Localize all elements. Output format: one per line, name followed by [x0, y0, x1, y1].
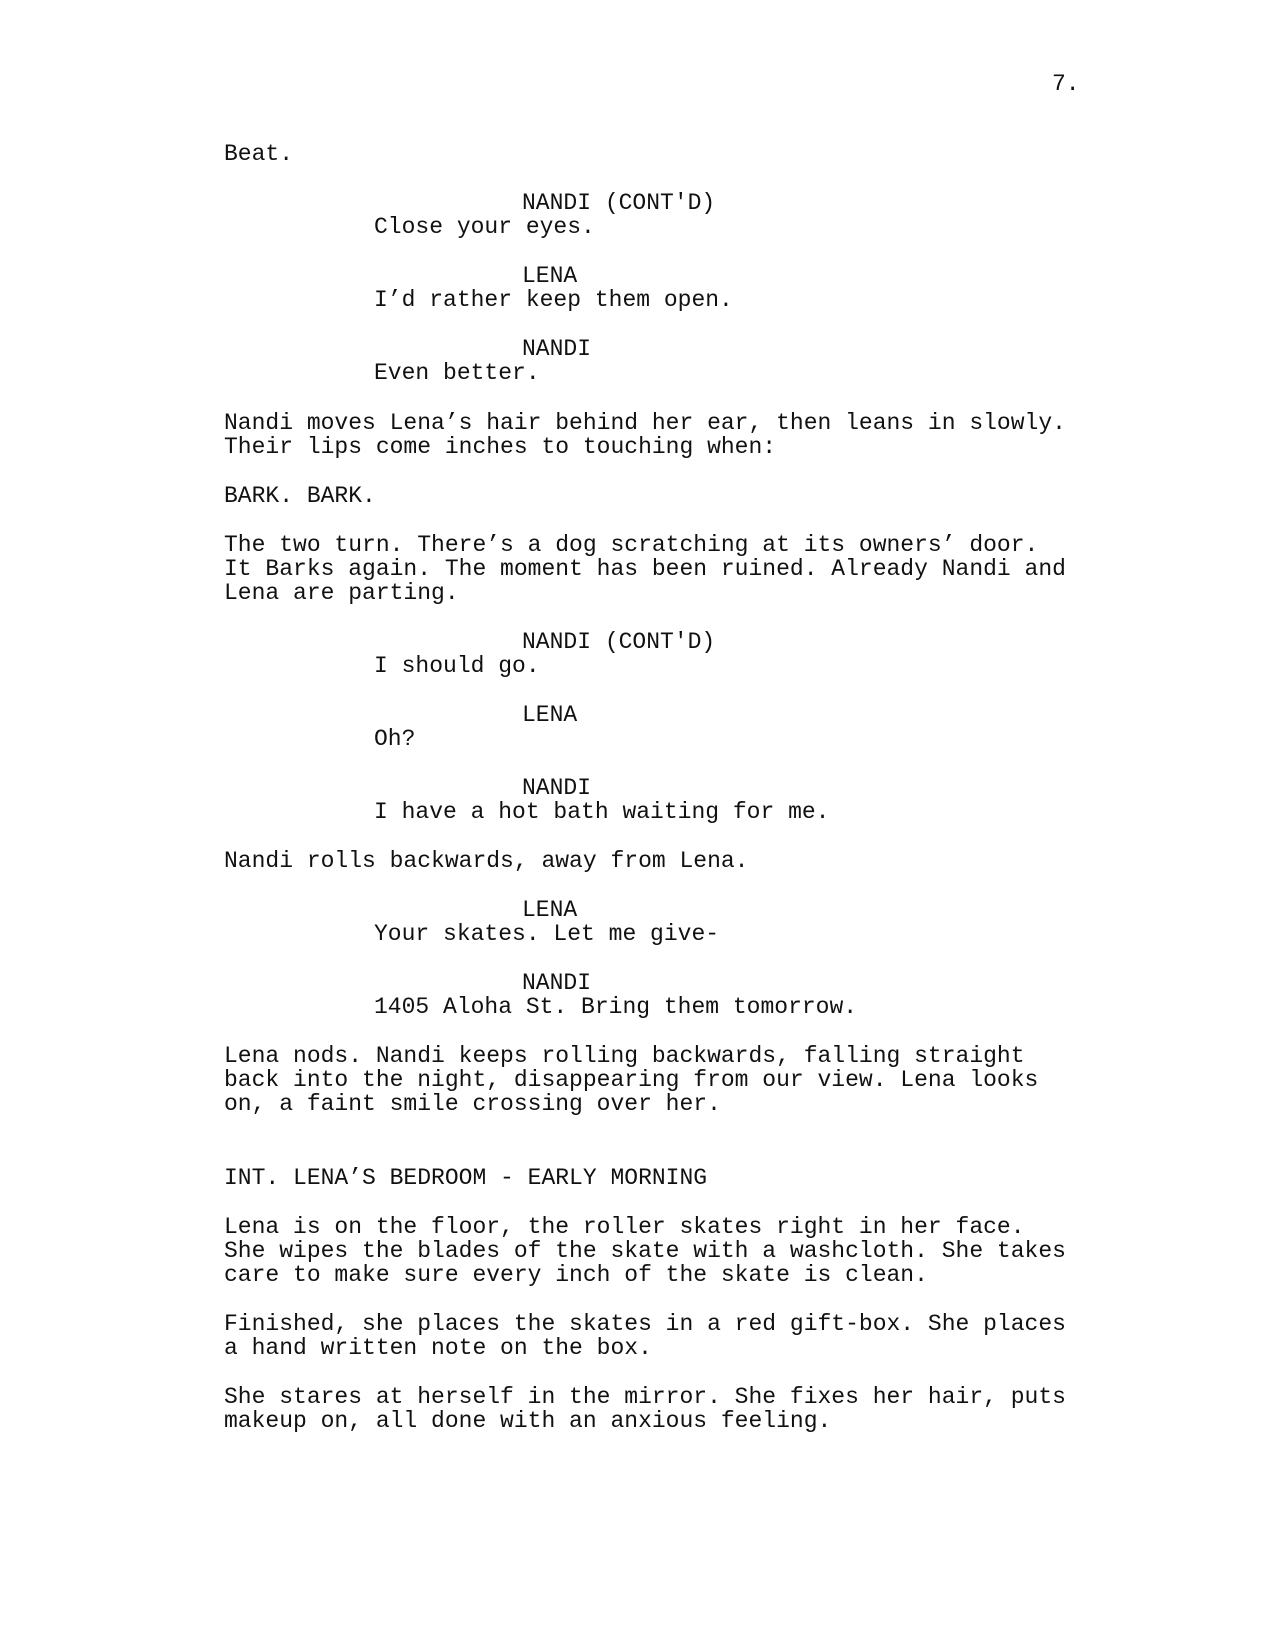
- character-cue: LENA: [522, 897, 578, 923]
- character-cue: NANDI: [522, 336, 592, 362]
- dialogue-line: I have a hot bath waiting for me.: [374, 799, 830, 825]
- action-line: a hand written note on the box.: [224, 1335, 652, 1361]
- dialogue-line: I should go.: [374, 653, 540, 679]
- action-line: She wipes the blades of the skate with a washcloth. She takes: [224, 1238, 1066, 1264]
- action-line: on, a faint smile crossing over her.: [224, 1091, 721, 1117]
- action-line: Finished, she places the skates in a red gift-box. She places: [224, 1311, 1066, 1337]
- character-cue: NANDI: [522, 775, 592, 801]
- action-line: Nandi moves Lena’s hair behind her ear, then leans in slowly.: [224, 410, 1066, 436]
- action-line: BARK. BARK.: [224, 483, 376, 509]
- action-line: It Barks again. The moment has been ruined. Already Nandi and: [224, 556, 1066, 582]
- dialogue-line: I’d rather keep them open.: [374, 287, 733, 313]
- action-line: Lena nods. Nandi keeps rolling backwards, falling straight: [224, 1043, 1025, 1069]
- dialogue-line: 1405 Aloha St. Bring them tomorrow.: [374, 994, 858, 1020]
- action-line: Lena are parting.: [224, 580, 459, 606]
- action-line: She stares at herself in the mirror. She fixes her hair, puts: [224, 1384, 1066, 1410]
- action-line: back into the night, disappearing from our view. Lena looks: [224, 1067, 1039, 1093]
- dialogue-line: Even better.: [374, 360, 540, 386]
- action-line: The two turn. There’s a dog scratching at its owners’ door.: [224, 532, 1039, 558]
- action-line: Lena is on the floor, the roller skates right in her face.: [224, 1214, 1025, 1240]
- character-cue: NANDI: [522, 970, 592, 996]
- action-line: care to make sure every inch of the skate is clean.: [224, 1262, 928, 1288]
- action-line: Nandi rolls backwards, away from Lena.: [224, 848, 749, 874]
- dialogue-line: Your skates. Let me give-: [374, 921, 720, 947]
- dialogue-line: Close your eyes.: [374, 214, 595, 240]
- scene-heading: INT. LENA’S BEDROOM - EARLY MORNING: [224, 1165, 708, 1191]
- character-cue: NANDI (CONT'D): [522, 190, 716, 216]
- action-line: Their lips come inches to touching when:: [224, 434, 777, 460]
- page-number: 7.: [1052, 71, 1080, 97]
- action-line: Beat.: [224, 141, 294, 167]
- dialogue-line: Oh?: [374, 726, 416, 752]
- character-cue: NANDI (CONT'D): [522, 629, 716, 655]
- character-cue: LENA: [522, 263, 578, 289]
- action-line: makeup on, all done with an anxious feeling.: [224, 1408, 832, 1434]
- character-cue: LENA: [522, 702, 578, 728]
